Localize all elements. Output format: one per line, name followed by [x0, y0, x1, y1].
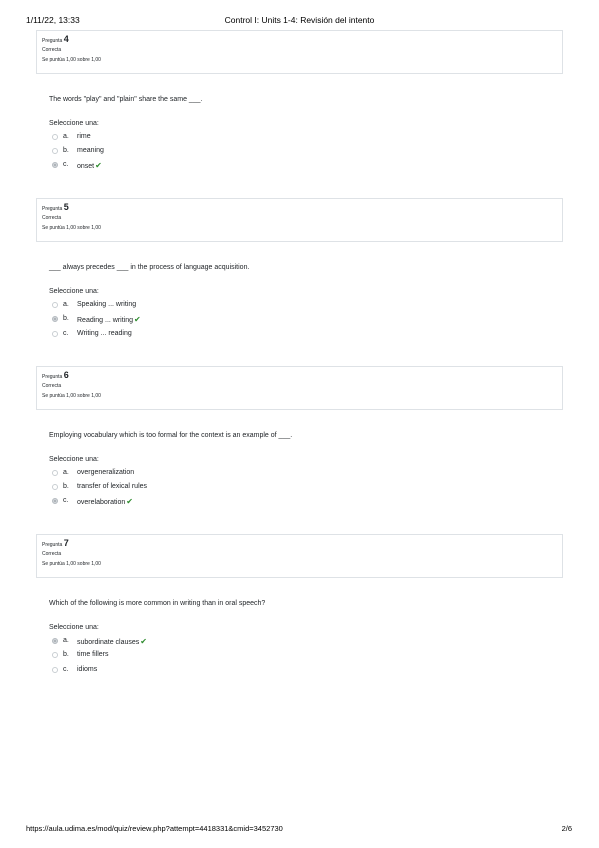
correct-check-icon: ✔ [95, 161, 102, 170]
radio-button[interactable] [52, 484, 58, 490]
page-url: https://aula.udima.es/mod/quiz/review.php?attempt=4418331&cmid=3452730 [26, 824, 283, 833]
question-number-value: 7 [63, 538, 69, 548]
option-letter: a. [63, 133, 69, 140]
question-number-value: 6 [63, 370, 69, 380]
option-text: overelaboration✔ [77, 497, 133, 506]
question-state: Correcta [42, 383, 62, 389]
radio-button[interactable] [52, 331, 58, 337]
radio-button[interactable] [52, 134, 58, 140]
correct-check-icon: ✔ [140, 637, 147, 646]
option-text: subordinate clauses✔ [77, 637, 147, 646]
question-number [42, 371, 562, 380]
correct-check-icon: ✔ [134, 315, 141, 324]
radio-button[interactable] [52, 667, 58, 673]
option-text: meaning [77, 147, 104, 154]
question-grade: Se puntúa 1,00 sobre 1,00 [42, 561, 101, 567]
option-text: Reading ... writing✔ [77, 315, 141, 324]
option-letter: a. [63, 469, 69, 476]
page-number: 2/6 [561, 824, 572, 833]
correct-check-icon: ✔ [126, 497, 133, 506]
question-grade: Se puntúa 1,00 sobre 1,00 [42, 225, 101, 231]
question-info-4 [36, 30, 563, 74]
question-text-5: ___ always precedes ___ in the process of language acquisition. [49, 264, 250, 271]
question-grade: Se puntúa 1,00 sobre 1,00 [42, 57, 101, 63]
option-text: Writing ... reading [77, 330, 132, 337]
print-datetime: 1/11/22, 13:33 [26, 15, 80, 25]
option-letter: c. [63, 330, 69, 337]
question-text-7: Which of the following is more common in writing than in oral speech? [49, 600, 266, 607]
question-state: Correcta [42, 551, 62, 557]
radio-button-selected[interactable] [52, 638, 58, 644]
radio-button-selected[interactable] [52, 498, 58, 504]
answer-prompt-5: Seleccione una: [49, 288, 99, 295]
radio-button[interactable] [52, 148, 58, 154]
radio-button-selected[interactable] [52, 316, 58, 322]
question-info-6 [36, 366, 563, 410]
option-letter: a. [63, 301, 69, 308]
option-text: rime [77, 133, 91, 140]
option-letter: c. [63, 161, 69, 168]
answer-prompt-6: Seleccione una: [49, 456, 99, 463]
option-letter: c. [63, 497, 69, 504]
question-text-4: The words "play" and "plain" share the same ___. [49, 96, 203, 103]
question-label: Pregunta [42, 206, 63, 212]
option-letter: b. [63, 651, 69, 658]
answer-prompt-7: Seleccione una: [49, 624, 99, 631]
answer-prompt-4: Seleccione una: [49, 120, 99, 127]
option-text: Speaking ... writing [77, 301, 137, 308]
page-title: Control I: Units 1-4: Revisión del intento [224, 15, 375, 25]
option-letter: b. [63, 483, 69, 490]
option-letter: b. [63, 147, 69, 154]
radio-button[interactable] [52, 302, 58, 308]
question-label: Pregunta [42, 374, 63, 380]
question-state: Correcta [42, 215, 62, 221]
radio-button-selected[interactable] [52, 162, 58, 168]
question-number-value: 5 [63, 202, 69, 212]
option-text: time fillers [77, 651, 109, 658]
question-number [42, 539, 562, 548]
option-text: idioms [77, 666, 98, 673]
question-label: Pregunta [42, 542, 63, 548]
option-letter: c. [63, 666, 69, 673]
question-number-value: 4 [63, 34, 69, 44]
question-number [42, 35, 562, 44]
question-text-6: Employing vocabulary which is too formal for the context is an example of ___. [49, 432, 293, 439]
option-letter: b. [63, 315, 69, 322]
question-grade: Se puntúa 1,00 sobre 1,00 [42, 393, 101, 399]
option-text: transfer of lexical rules [77, 483, 148, 490]
question-state: Correcta [42, 47, 62, 53]
radio-button[interactable] [52, 470, 58, 476]
question-info-7 [36, 534, 563, 578]
option-letter: a. [63, 637, 69, 644]
option-text: onset✔ [77, 161, 102, 170]
option-text: overgeneralization [77, 469, 135, 476]
question-number [42, 203, 562, 212]
radio-button[interactable] [52, 652, 58, 658]
question-label: Pregunta [42, 38, 63, 44]
question-info-5 [36, 198, 563, 242]
